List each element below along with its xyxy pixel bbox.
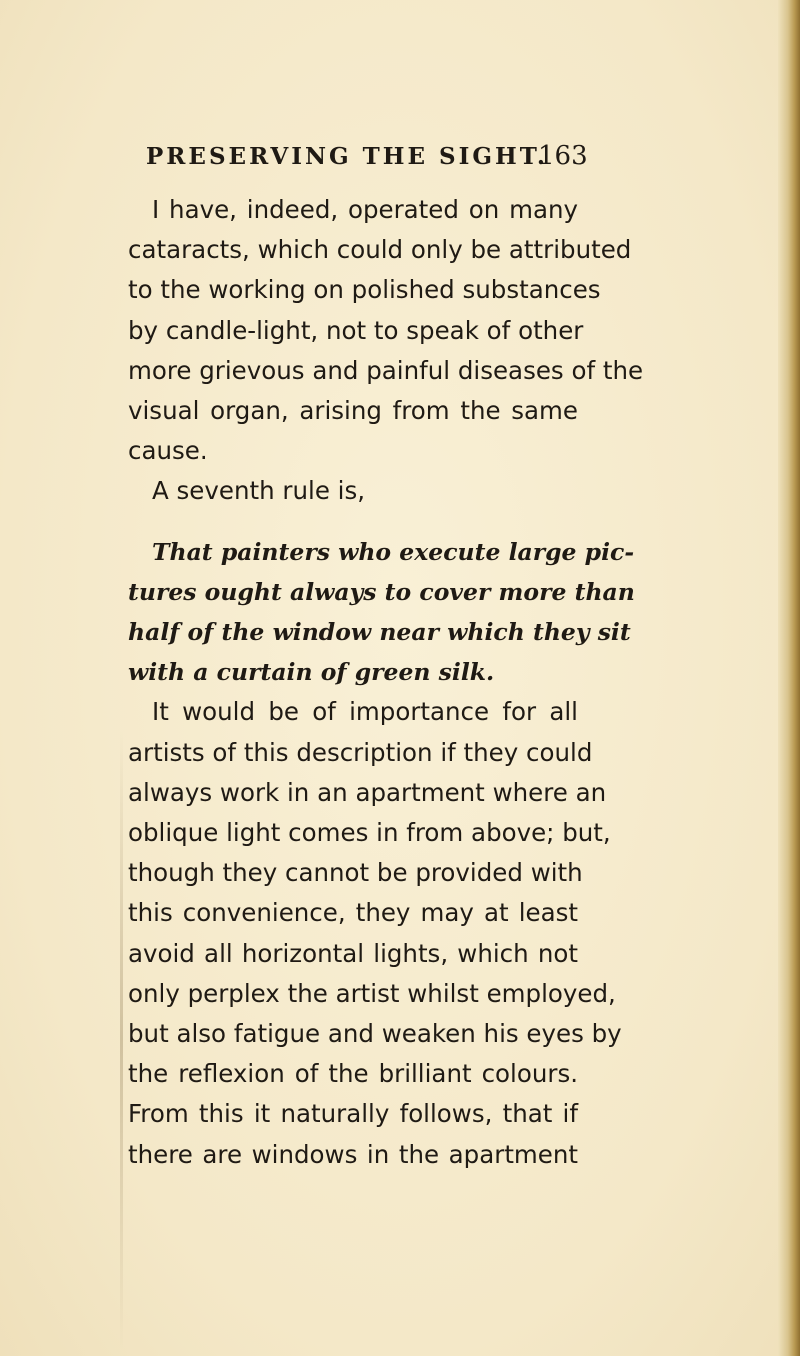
text-line: From this it naturally follows, that if [128, 1099, 578, 1129]
text-line: always work in an apartment where an [128, 777, 607, 807]
text-line: by candle-light, not to speak of other [128, 315, 584, 345]
text-line: cataracts, which could only be attributed [128, 235, 632, 265]
text-line: artists of this description if they could [128, 737, 593, 767]
text-line: only perplex the artist whilst employed, [128, 978, 616, 1008]
text-line: visual organ, arising from the same [128, 396, 578, 426]
text-line: I have, indeed, operated on many [152, 195, 578, 224]
page-number: 163 [538, 141, 588, 171]
text-line: to the working on polished substances [128, 275, 601, 305]
rule-line: with a curtain of green silk. [128, 658, 495, 687]
body-text [128, 190, 644, 1175]
page-shadow [120, 730, 123, 1350]
text-line: oblique light comes in from above; but, [128, 818, 611, 848]
text-line: more grievous and painful diseases of the [128, 355, 644, 385]
text-line: cause. [128, 436, 208, 466]
text-line: A seventh rule is, [152, 476, 366, 506]
page-edge [778, 0, 800, 1356]
rule-line: half of the window near which they sit [128, 618, 631, 647]
text-line: It would be of importance for all [152, 697, 578, 727]
text-line: there are windows in the apartment [128, 1139, 578, 1169]
paragraph-gap [128, 512, 578, 532]
text-line: the reflexion of the brilliant colours. [128, 1059, 578, 1089]
text-line: though they cannot be provided with [128, 858, 583, 888]
rule-line: That painters who execute large pic- [152, 537, 635, 566]
running-head-title: PRESERVING THE SIGHT. [146, 143, 548, 170]
text-line: avoid all horizontal lights, which not [128, 938, 578, 968]
text-line: but also fatigue and weaken his eyes by [128, 1019, 622, 1049]
text-line: this convenience, they may at least [128, 898, 578, 928]
rule-line: tures ought always to cover more than [128, 577, 635, 606]
running-head [146, 143, 606, 170]
